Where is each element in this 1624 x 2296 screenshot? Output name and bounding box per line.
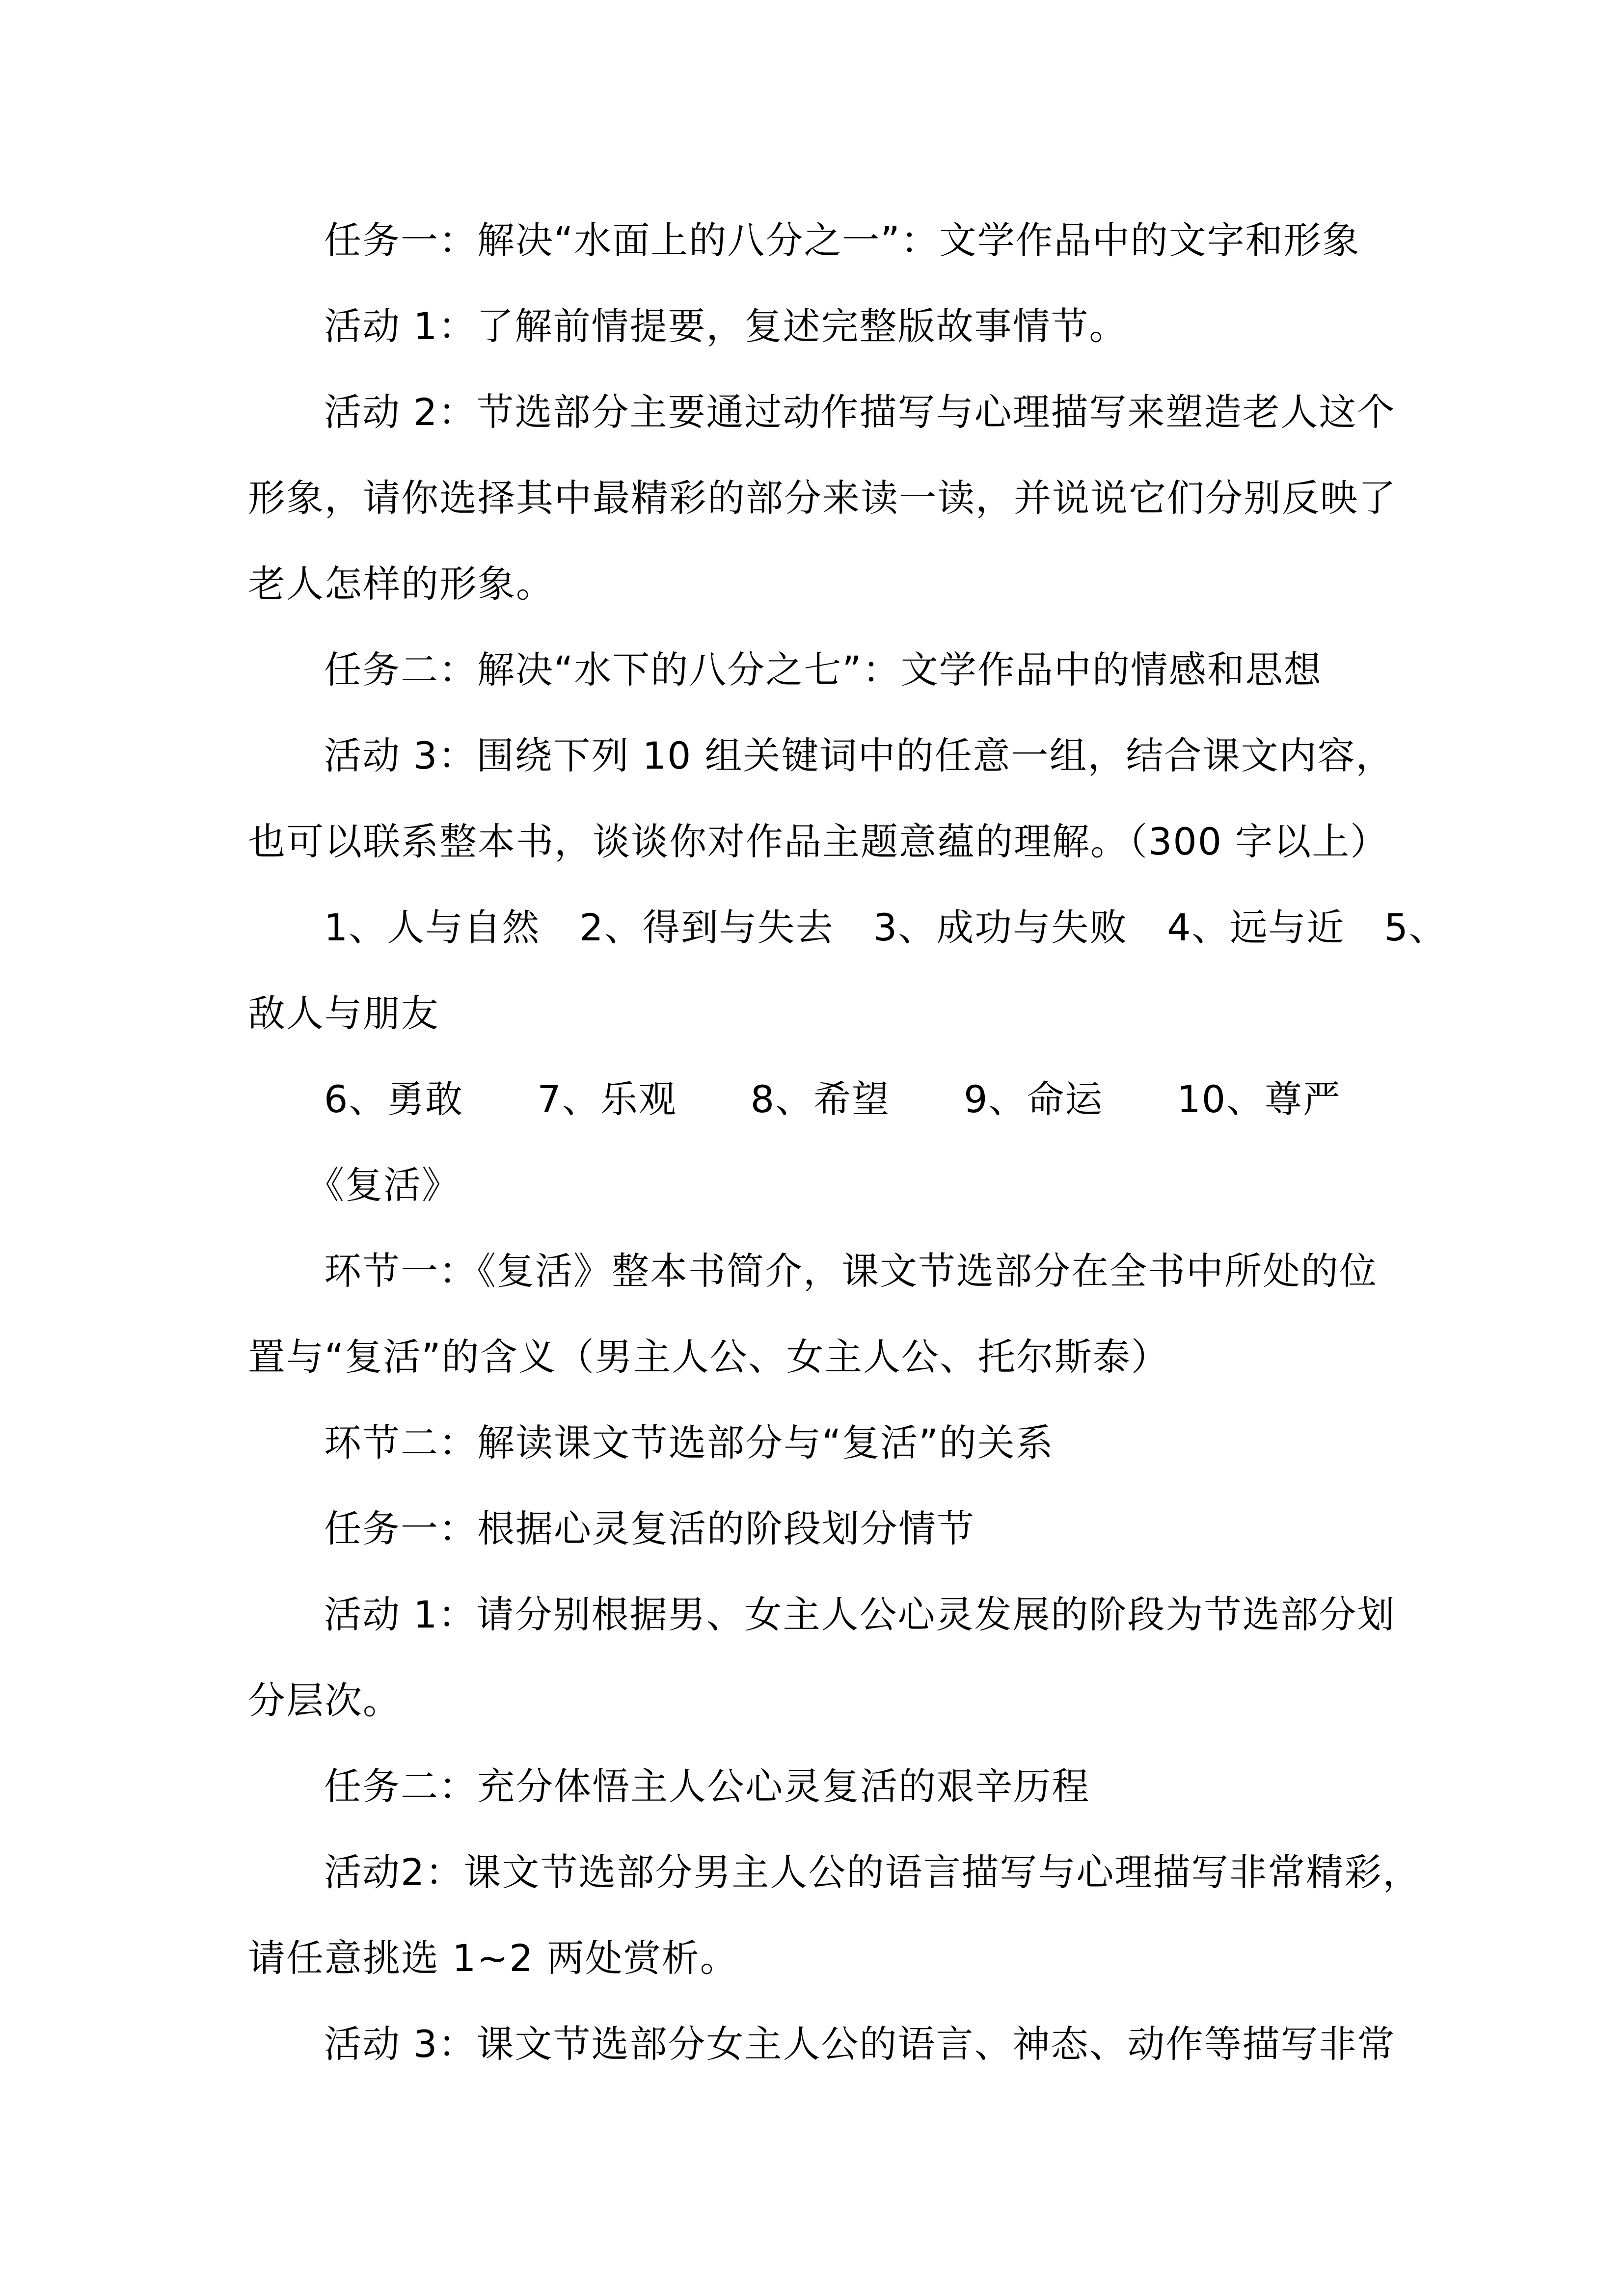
keyword-item: 3、成功与失败	[873, 906, 1128, 949]
activity-3-text-line1: 活动 3：围绕下列 10 组关键词中的任意一组，结合课文内容，	[324, 734, 1394, 777]
task-two-heading: 任务二：解决“水下的八分之七”：文学作品中的情感和思想	[324, 648, 1322, 692]
stage-two-text: 环节二：解读课文节选部分与“复活”的关系	[324, 1421, 1054, 1465]
keywords-row-2	[324, 1075, 1341, 1124]
section-title-resurrection: 《复活》	[307, 1163, 460, 1207]
activity-2-text-line2: 形象，请你选择其中最精彩的部分来读一读，并说说它们分别反映了	[248, 476, 1397, 520]
activity-3-text-resurrection: 活动 3：课文节选部分女主人公的语言、神态、动作等描写非常	[324, 2022, 1396, 2066]
activity-2-text-resurrection-line1: 活动2：课文节选部分男主人公的语言描写与心理描写非常精彩，	[324, 1850, 1421, 1894]
keywords-row-1-continued: 敌人与朋友	[248, 991, 439, 1035]
activity-1-text-resurrection-line2: 分层次。	[248, 1679, 401, 1722]
task-one-heading: 任务一：解决“水面上的八分之一”：文学作品中的文字和形象	[324, 218, 1360, 262]
keyword-item: 7、乐观	[537, 1077, 677, 1121]
activity-1-text: 活动 1：了解前情提要，复述完整版故事情节。	[324, 304, 1128, 348]
activity-2-text-line1: 活动 2：节选部分主要通过动作描写与心理描写来塑造老人这个	[324, 390, 1396, 434]
keyword-item: 10、尊严	[1177, 1077, 1342, 1121]
keyword-item: 8、希望	[750, 1077, 891, 1121]
activity-2-text-resurrection-line2: 请任意挑选 1~2 两处赏析。	[248, 1936, 738, 1980]
task-one-text-resurrection: 任务一：根据心灵复活的阶段划分情节	[324, 1507, 975, 1550]
keyword-item: 6、勇敢	[324, 1077, 464, 1121]
stage-one-text-line2: 置与“复活”的含义（男主人公、女主人公、托尔斯泰）	[248, 1335, 1169, 1379]
stage-one-text-line1: 环节一：《复活》整本书简介，课文节选部分在全书中所处的位	[324, 1249, 1378, 1293]
task-two-text-resurrection: 任务二：充分体悟主人公心灵复活的艰辛历程	[324, 1764, 1090, 1808]
activity-1-text-resurrection-line1: 活动 1：请分别根据男、女主人公心灵发展的阶段为节选部分划	[324, 1593, 1396, 1636]
keyword-item: 5、	[1384, 906, 1447, 949]
keyword-item: 4、远与近	[1167, 906, 1345, 949]
activity-3-text-line2: 也可以联系整本书，谈谈你对作品主题意蕴的理解。（300 字以上）	[248, 820, 1389, 863]
keyword-item: 9、命运	[964, 1077, 1104, 1121]
keyword-item: 2、得到与失去	[579, 906, 834, 949]
activity-2-text-line3: 老人怎样的形象。	[248, 562, 554, 606]
keywords-row-1	[324, 903, 1447, 952]
keyword-item: 1、人与自然	[324, 906, 541, 949]
